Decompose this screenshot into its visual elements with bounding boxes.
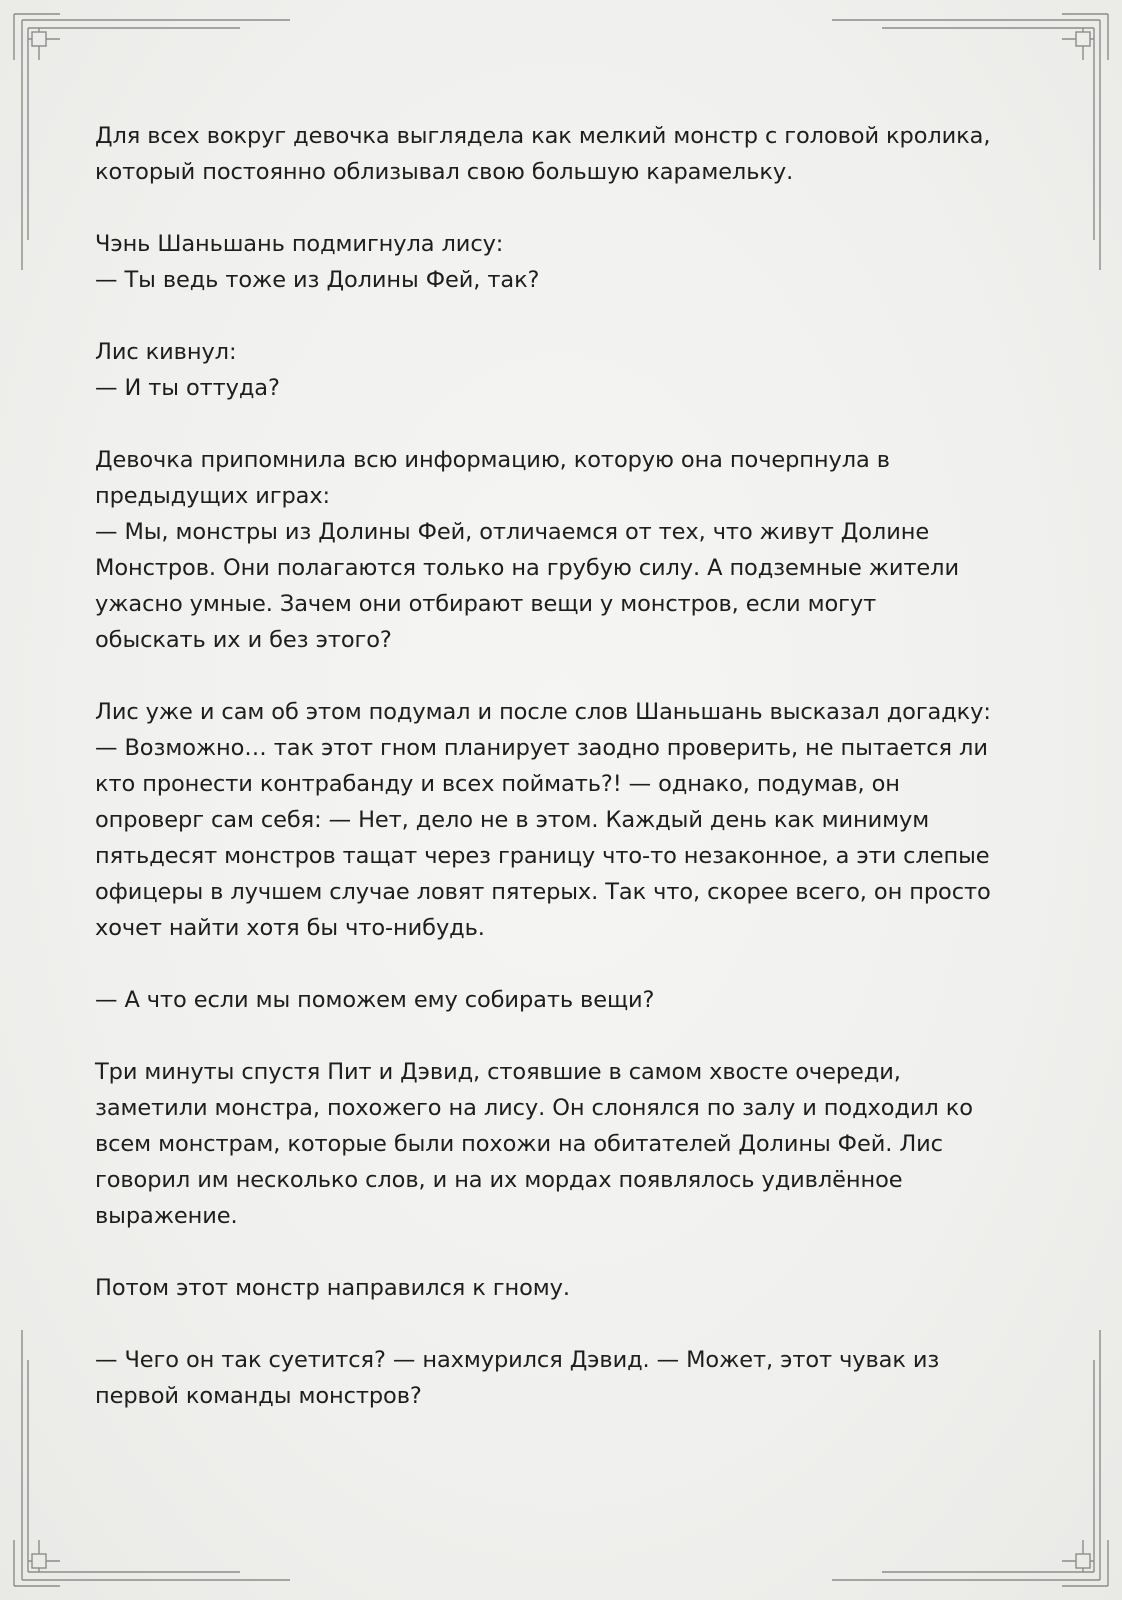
paragraph	[95, 1342, 1035, 1414]
text-line: говорил им несколько слов, и на их мордах появлялось удивлённое	[95, 1167, 903, 1193]
text-line: — Мы, монстры из Долины Фей, отличаемся от тех, что живут Долине	[95, 519, 930, 545]
text-line: который постоянно облизывал свою большую карамельку.	[95, 159, 794, 185]
paragraph	[95, 334, 1035, 406]
text-line: Чэнь Шаньшань подмигнула лису:	[95, 231, 504, 257]
text-body	[95, 118, 1035, 1450]
text-line: Девочка припомнила всю информацию, которую она почерпнула в	[95, 447, 890, 473]
text-line: опроверг сам себя: — Нет, дело не в этом. Каждый день как минимум	[95, 807, 930, 833]
text-line: Лис уже и сам об этом подумал и после слов Шаньшань высказал догадку:	[95, 699, 991, 725]
text-line: Лис кивнул:	[95, 339, 237, 365]
text-line: заметили монстра, похожего на лису. Он слонялся по залу и подходил ко	[95, 1095, 973, 1121]
text-line: Потом этот монстр направился к гному.	[95, 1275, 570, 1301]
text-line: первой команды монстров?	[95, 1383, 422, 1409]
paragraph	[95, 118, 1035, 190]
paragraph	[95, 694, 1035, 946]
text-line: всем монстрам, которые были похожи на обитателей Долины Фей. Лис	[95, 1131, 943, 1157]
text-line: ужасно умные. Зачем они отбирают вещи у монстров, если могут	[95, 591, 877, 617]
text-line: Для всех вокруг девочка выглядела как мелкий монстр с головой кролика,	[95, 123, 991, 149]
text-line: офицеры в лучшем случае ловят пятерых. Так что, скорее всего, он просто	[95, 879, 991, 905]
text-line: — А что если мы поможем ему собирать вещи?	[95, 987, 655, 1013]
text-line: пятьдесят монстров тащат через границу что-то незаконное, а эти слепые	[95, 843, 990, 869]
paragraph	[95, 1054, 1035, 1234]
text-line: хочет найти хотя бы что-нибудь.	[95, 915, 485, 941]
text-line: Монстров. Они полагаются только на грубую силу. А подземные жители	[95, 555, 959, 581]
text-line: Три минуты спустя Пит и Дэвид, стоявшие в самом хвосте очереди,	[95, 1059, 901, 1085]
text-line: выражение.	[95, 1203, 238, 1229]
text-line: — Чего он так суетится? — нахмурился Дэвид. — Может, этот чувак из	[95, 1347, 940, 1373]
text-line: — Ты ведь тоже из Долины Фей, так?	[95, 267, 540, 293]
text-line: кто пронести контрабанду и всех поймать?! — однако, подумав, он	[95, 771, 900, 797]
text-line: предыдущих играх:	[95, 483, 331, 509]
text-line: — И ты оттуда?	[95, 375, 280, 401]
paragraph	[95, 1270, 1035, 1306]
paragraph	[95, 982, 1035, 1018]
text-line: обыскать их и без этого?	[95, 627, 392, 653]
text-line: — Возможно… так этот гном планирует заодно проверить, не пытается ли	[95, 735, 988, 761]
paragraph	[95, 442, 1035, 658]
paragraph	[95, 226, 1035, 298]
